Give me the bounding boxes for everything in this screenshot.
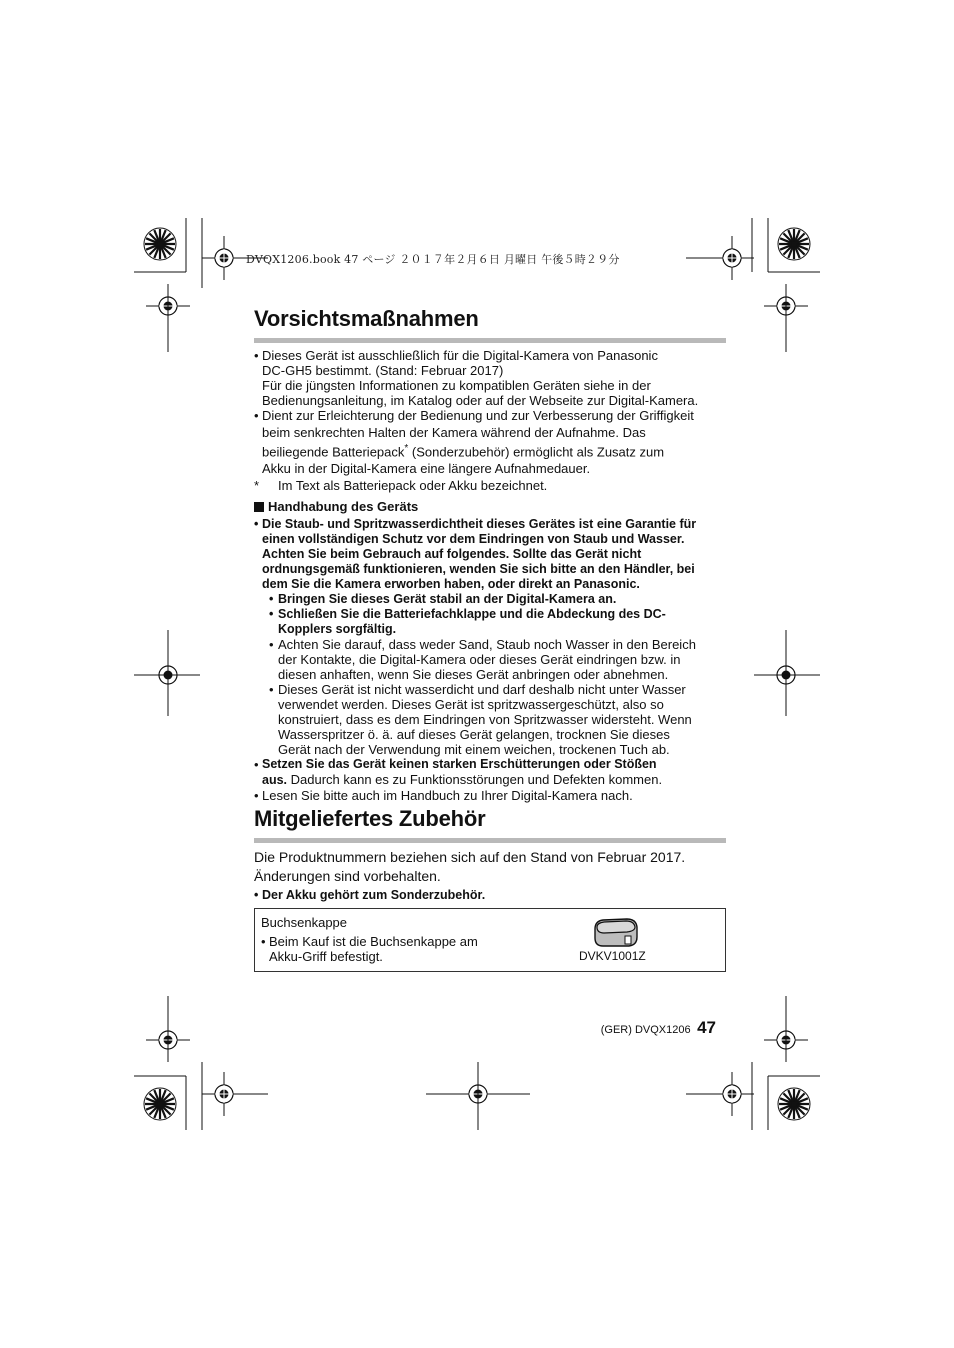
text-fragment: aus.	[262, 773, 288, 787]
text-line: einen vollständigen Schutz vor dem Eindringen von Staub und Wasser.	[262, 532, 685, 546]
text-line: • Dieses Gerät ist nicht wasserdicht und darf deshalb nicht unter Wasser	[278, 682, 686, 697]
document-code: (GER) DVQX1206	[600, 1024, 691, 1036]
text-line: DC-GH5 bestimmt. (Stand: Februar 2017)	[262, 363, 504, 378]
text-line: verwendet werden. Dieses Gerät ist spritzwassergeschützt, also so	[278, 697, 664, 712]
square-bullet-icon	[254, 502, 264, 512]
text-line: • Bringen Sie dieses Gerät stabil an der Digital-Kamera an.	[278, 592, 617, 606]
page-number: 47	[697, 1018, 716, 1037]
text-line: • Der Akku gehört zum Sonderzubehör.	[262, 888, 486, 902]
bullet-battery-optional	[254, 888, 726, 903]
footnote-text: Im Text als Batteriepack oder Akku bezeichnet.	[278, 478, 548, 494]
text-line: • Schließen Sie die Batteriefachklappe und die Abdeckung des DC-	[278, 607, 666, 621]
text-line: ordnungsgemäß funktionieren, wenden Sie sich bitte an den Händler, bei	[262, 562, 695, 576]
accessory-name: Buchsenkappe	[261, 915, 348, 930]
text-line: • Dieses Gerät ist ausschließlich für die Digital-Kamera von Panasonic	[262, 348, 658, 363]
text-line	[262, 772, 726, 788]
accessory-part-number: DVKV1001Z	[579, 949, 646, 963]
footnote-mark: *	[254, 478, 260, 494]
accessories-intro	[254, 848, 726, 903]
page-footer	[560, 1018, 716, 1038]
text-line: Wasserspritzer ö. ä. auf dieses Gerät gelangen, trocknen Sie dieses	[278, 727, 670, 742]
sub-bullet-close-covers	[254, 607, 726, 637]
text-line: Für die jüngsten Informationen zu kompatiblen Geräten siehe in der	[262, 378, 651, 393]
text-line: Akku-Griff befestigt.	[269, 949, 383, 964]
title-rule	[254, 838, 726, 843]
text-line: konstruiert, dass es dem Eindringen von Spritzwasser widersteht. Wenn	[278, 712, 692, 727]
bullet-manual	[254, 788, 726, 803]
text-line: • Achten Sie darauf, dass weder Sand, Staub noch Wasser in den Bereich	[278, 637, 696, 652]
text-line: Akku in der Digital-Kamera eine längere Aufnahmedauer.	[262, 460, 591, 476]
handling-heading	[254, 499, 726, 514]
text-line: dem Sie die Kamera erworben haben, oder direkt an Panasonic.	[262, 577, 640, 591]
terminal-cap-icon	[591, 915, 641, 949]
text-line: Achten Sie beim Gebrauch auf folgendes. Sollte das Gerät nicht	[262, 547, 642, 561]
sub-bullet-not-waterproof	[254, 682, 726, 757]
precautions-body	[254, 348, 726, 493]
intro-line: Die Produktnummern beziehen sich auf den Stand von Februar 2017.	[254, 849, 686, 865]
text-line: • Lesen Sie bitte auch im Handbuch zu Ihrer Digital-Kamera nach.	[262, 788, 633, 803]
book-info-line: DVQX1206.book 47 ページ ２０１７年２月６日 月曜日 午後５時２９分	[246, 253, 620, 266]
text-line: der Kontakte, die Digital-Kamera oder dieses Gerät eindringen bzw. in	[278, 652, 681, 667]
sub-bullet-attach	[254, 592, 726, 607]
accessory-box	[254, 908, 726, 972]
text-fragment: beiliegende Batteriepack	[262, 444, 405, 460]
text-line: Gerät nach der Verwendung mit einem weichen, trockenen Tuch ab.	[278, 742, 670, 757]
bullet-waterproof-warning	[254, 517, 726, 592]
text-line: Bedienungsanleitung, im Katalog oder auf der Webseite zur Digital-Kamera.	[262, 393, 699, 408]
text-line: • Setzen Sie das Gerät keinen starken Erschütterungen oder Stößen	[262, 757, 657, 771]
text-fragment: Dadurch kann es zu Funktionsstörungen und Defekten kommen.	[287, 772, 663, 787]
text-line: • Beim Kauf ist die Buchsenkappe am	[269, 934, 478, 949]
bullet-purpose	[254, 408, 726, 477]
footnote	[254, 478, 726, 493]
text-line	[262, 441, 726, 461]
section-title-accessories: Mitgeliefertes Zubehör	[254, 806, 486, 831]
text-line: • Die Staub- und Spritzwasserdichtheit dieses Gerätes ist eine Garantie für	[262, 517, 697, 531]
text-line: diesen anhaften, wenn Sie dieses Gerät anbringen oder abnehmen.	[278, 667, 669, 682]
text-line: • Dient zur Erleichterung der Bedienung und zur Verbesserung der Griffigkeit	[262, 408, 694, 423]
text-fragment: (Sonderzubehör) ermöglicht als Zusatz zum	[408, 444, 665, 460]
handling-section	[254, 499, 726, 803]
asterisk: *	[404, 443, 409, 454]
handling-heading-text: Handhabung des Geräts	[268, 499, 419, 514]
title-rule	[254, 338, 726, 343]
text-line: Kopplers sorgfältig.	[278, 622, 397, 636]
intro-line: Änderungen sind vorbehalten.	[254, 868, 441, 884]
section-title-precautions: Vorsichtsmaßnahmen	[254, 306, 479, 331]
accessory-note	[261, 934, 529, 964]
sub-bullet-contacts	[254, 637, 726, 682]
bullet-compatibility	[254, 348, 726, 408]
text-line: beim senkrechten Halten der Kamera während der Aufnahme. Das	[262, 424, 646, 440]
bullet-shock	[254, 757, 726, 788]
